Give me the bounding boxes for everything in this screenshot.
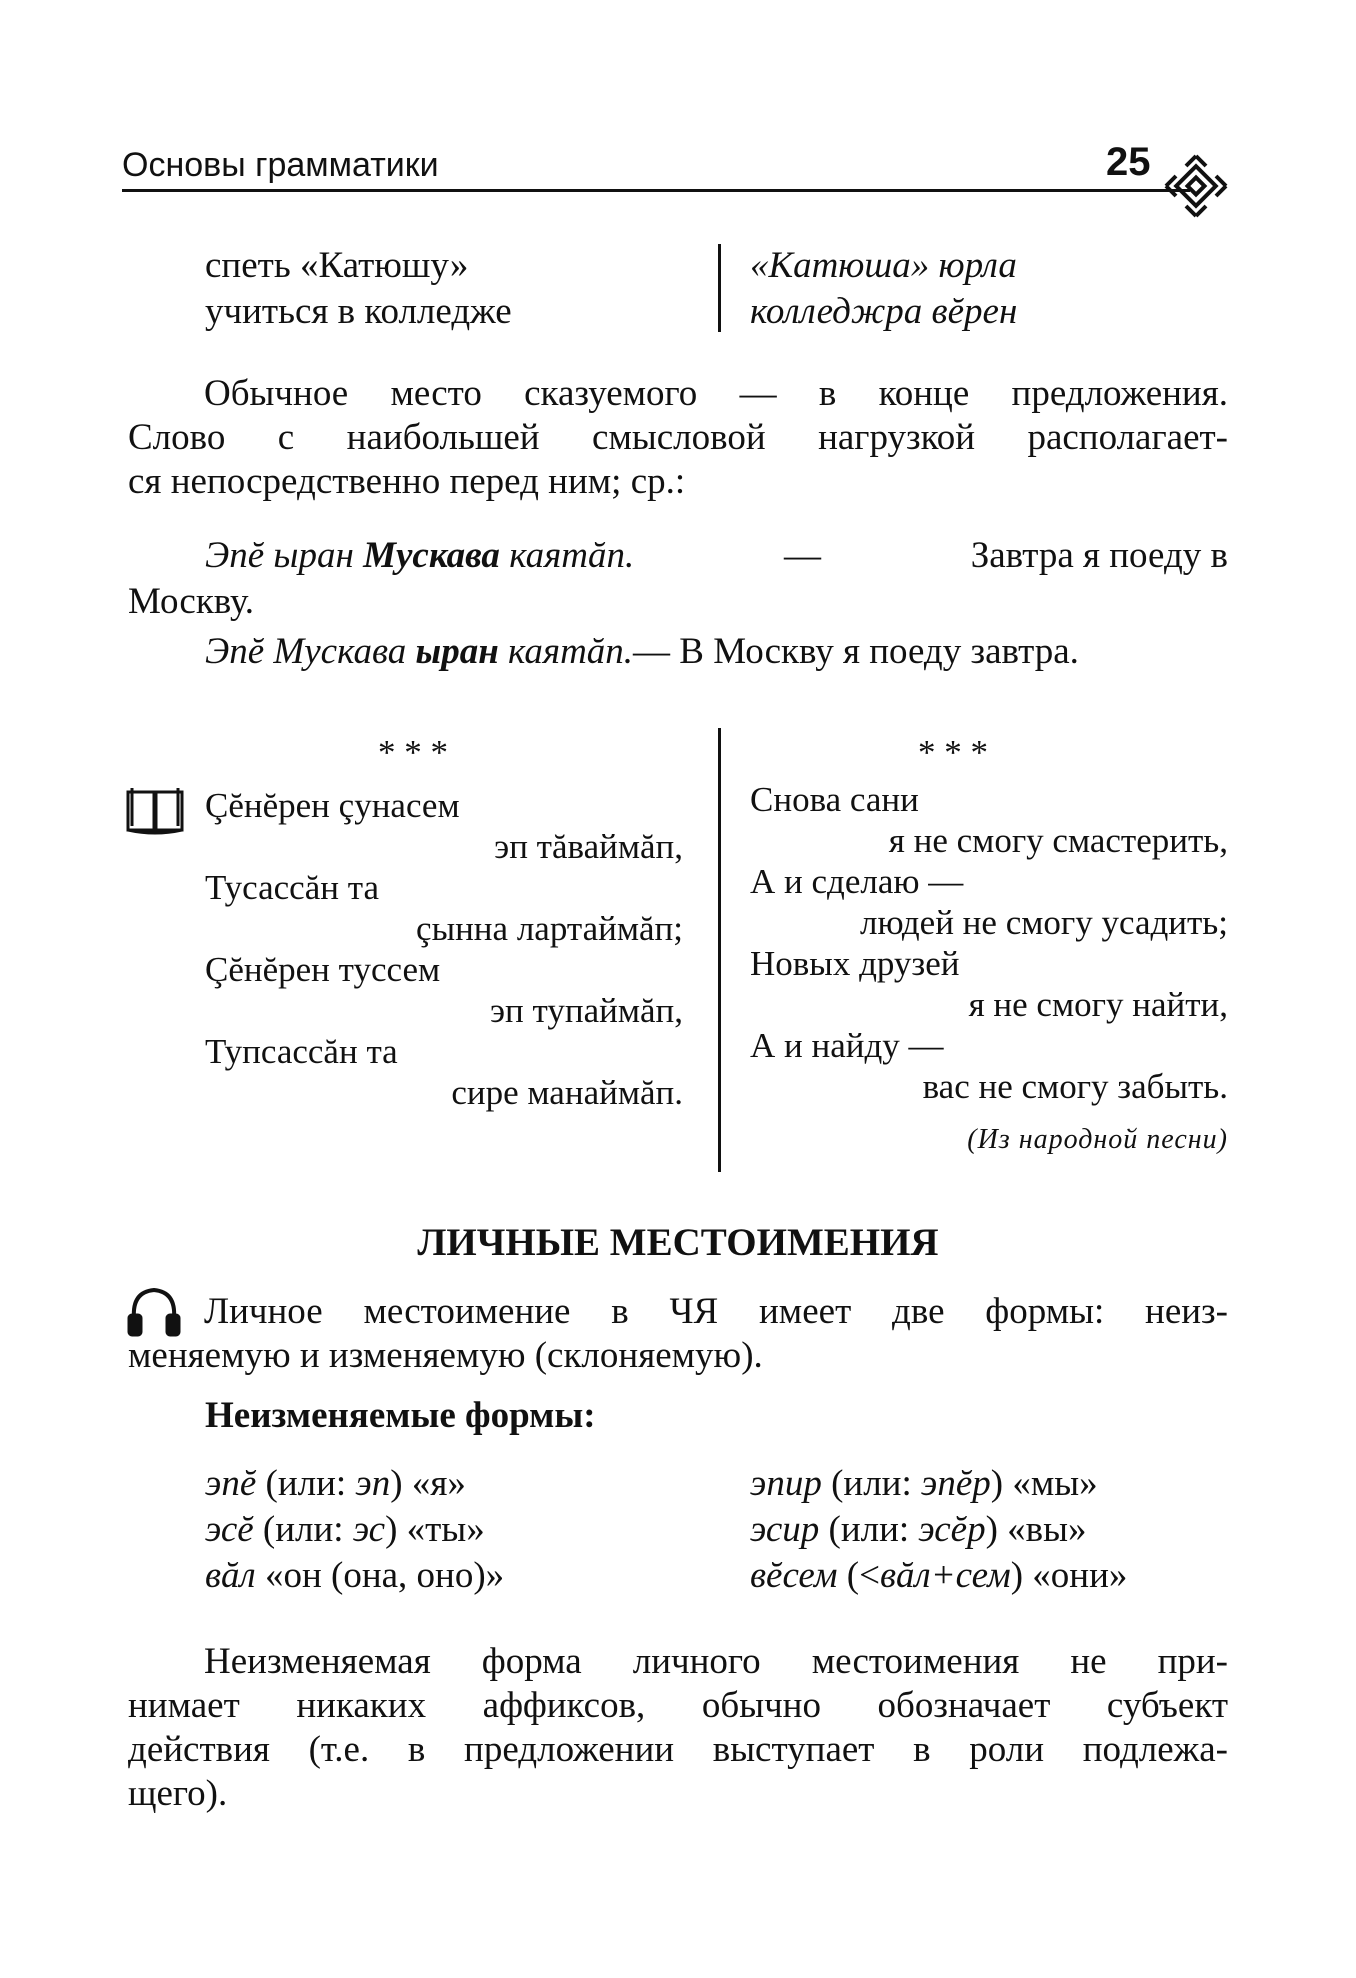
book-icon [124, 784, 186, 836]
pronoun-form: эсĕр [918, 1509, 986, 1550]
example-sentence-2 [205, 630, 1079, 674]
pronoun-form: эпĕ [205, 1463, 257, 1504]
example-ru-2: учиться в колледже [205, 291, 512, 332]
example-ru-text: Завтра я поеду в [970, 535, 1228, 576]
pronoun-translation: ) «ты» [385, 1509, 485, 1550]
example-dash: — [783, 535, 821, 576]
poem-right-line: Новых друзей [750, 944, 960, 983]
poem-left-line: Тусассăн та [205, 868, 379, 907]
pronoun-right-row [750, 1462, 1098, 1506]
example-sentence-1 [205, 534, 1228, 578]
pronoun-note: (или: [819, 1509, 919, 1550]
poem-source: (Из народной песни) [967, 1124, 1228, 1155]
poem-left-line: Çĕнĕрен туссем [205, 950, 441, 989]
pronoun-translation: ) «они» [1010, 1555, 1128, 1596]
paragraph-line: действия (т.е. в предложении выступает в роли подлежа- [128, 1729, 1228, 1770]
pronoun-form: эс [352, 1509, 386, 1550]
subheading: Неизменяемые формы: [205, 1395, 596, 1436]
example-cv-emphasis: ыран [415, 631, 499, 672]
pronoun-note: (или: [253, 1509, 353, 1550]
pronoun-left-row [205, 1554, 504, 1598]
running-header-title: Основы грамматики [122, 146, 439, 184]
pronoun-form: вĕсем [750, 1555, 838, 1596]
poem-right-line: А и найду — [750, 1026, 944, 1065]
example-cv-text: Эпĕ ыран [205, 535, 364, 576]
paragraph-word-order [128, 372, 1228, 504]
paragraph-unchangeable-form [128, 1640, 1228, 1816]
paragraph-line: нимает никаких аффиксов, обычно обозначает субъект [128, 1685, 1228, 1726]
pronoun-note: (< [837, 1555, 880, 1596]
example-cv-emphasis: Мускава [363, 535, 500, 576]
poem-left-line: эп тăваймăп, [494, 827, 683, 866]
example-ru-text: — В Москву я поеду завтра. [633, 631, 1079, 672]
example-cv-text: каятăп. [499, 535, 635, 576]
poem-left-line: сире манаймăп. [451, 1073, 683, 1112]
example-cv-2: колледжра вĕрен [750, 291, 1018, 332]
pronoun-form: вăл [205, 1555, 256, 1596]
pronoun-form: эсĕ [205, 1509, 254, 1550]
poem-left-line: Çĕнĕрен çунасем [205, 786, 460, 825]
poem-right-line: Снова сани [750, 780, 919, 819]
pronoun-form: эпĕр [921, 1463, 991, 1504]
poem-right-line: людей не смогу усадить; [860, 903, 1228, 942]
poem-stars-right: * * * [918, 733, 988, 772]
poem-right-line: я не смогу найти, [968, 985, 1228, 1024]
paragraph-line: Обычное место сказуемого — в конце предложения. [204, 373, 1228, 414]
paragraph-line: Личное местоимение в ЧЯ имеет две формы: неиз- [204, 1291, 1228, 1332]
example-cv-1: «Катюша» юрла [750, 245, 1017, 286]
section-intro [128, 1290, 1228, 1378]
paragraph-line: меняемую и изменяемую (склоняемую). [128, 1335, 763, 1376]
paragraph-line: Слово с наибольшей смысловой нагрузкой располагает- [128, 417, 1228, 458]
pronoun-left-row [205, 1508, 485, 1552]
page-number: 25 [1106, 140, 1151, 184]
ornament-icon [1162, 152, 1230, 220]
pronoun-right-row [750, 1508, 1087, 1552]
section-title: ЛИЧНЫЕ МЕСТОИМЕНИЯ [417, 1221, 939, 1264]
example-sentence-1-cont: Москву. [128, 581, 255, 622]
poem-left-line: Тупсассăн та [205, 1032, 398, 1071]
poem-right-line: я не смогу смастерить, [888, 821, 1228, 860]
column-divider-poem [718, 728, 721, 1172]
pronoun-translation: ) «я» [390, 1463, 466, 1504]
pronoun-translation: ) «вы» [985, 1509, 1087, 1550]
example-ru-1: спеть «Катюшу» [205, 245, 469, 286]
pronoun-note: (или: [821, 1463, 921, 1504]
pronoun-form: вăл+сем [880, 1555, 1011, 1596]
pronoun-form: эсир [750, 1509, 820, 1550]
pronoun-form: эпир [750, 1463, 822, 1504]
header-rule [122, 189, 1190, 192]
pronoun-form: эп [355, 1463, 391, 1504]
pronoun-note: (или: [256, 1463, 356, 1504]
example-cv-text: Эпĕ Мускава [205, 631, 416, 672]
paragraph-line: ся непосредственно перед ним; ср.: [128, 461, 686, 502]
paragraph-line: Неизменяемая форма личного местоимения не при- [204, 1641, 1228, 1682]
poem-right-line: вас не смогу забыть. [922, 1067, 1228, 1106]
pronoun-translation: «он (она, оно)» [255, 1555, 505, 1596]
column-divider-top [718, 244, 721, 332]
poem-stars-left: * * * [378, 733, 448, 772]
pronoun-left-row [205, 1462, 466, 1506]
poem-right-line: А и сделаю — [750, 862, 964, 901]
paragraph-line: щего). [128, 1773, 228, 1814]
poem-left-line: çынна лартаймăп; [416, 909, 683, 948]
example-cv-text: каятăп. [498, 631, 634, 672]
poem-left-line: эп тупаймăп, [490, 991, 683, 1030]
pronoun-translation: ) «мы» [990, 1463, 1098, 1504]
pronoun-right-row [750, 1554, 1127, 1598]
